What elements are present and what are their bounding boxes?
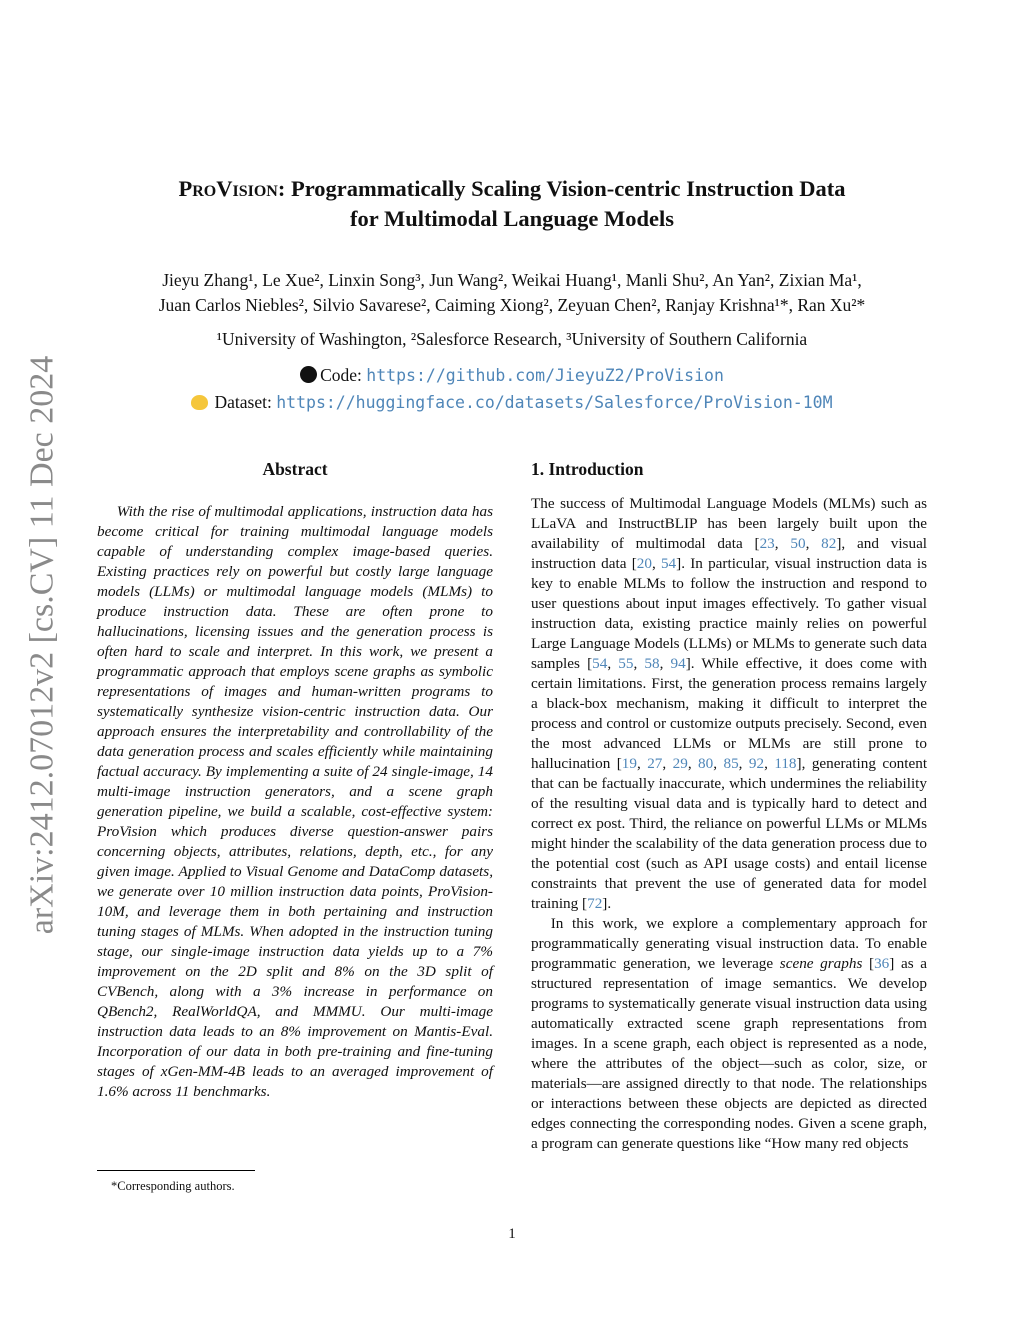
author-list — [60, 268, 964, 318]
citation-link[interactable]: 36 — [874, 955, 890, 972]
arxiv-stamp: arXiv:2412.07012v2 [cs.CV] 11 Dec 2024 — [23, 355, 60, 935]
page-number: 1 — [508, 1226, 516, 1242]
intro-paragraph-2: In this work, we explore a complementary approach for programmatically generating visual instruction data. To enable programmatic generation, we leverage scene graphs [36] as a structured representation of image semantics. We develop programs to systematically generate visual instruction data using automatically extracted scene graph representations from images. In a scene graph, each object is represented as a node, where the attributes of the object—such as color, size, or materials—are assigned directly to that node. The relationships or interactions between these objects are depicted as directed edges connecting the corresponding nodes. Given a scene graph, a program can generate questions like “How many red objects — [531, 915, 928, 1152]
citation-link[interactable]: 92 — [748, 755, 765, 772]
citation-link[interactable]: 19 — [621, 755, 637, 772]
title-line1-rest: : Programmatically Scaling Vision-centric Instruction Data — [277, 176, 846, 201]
huggingface-icon — [191, 395, 208, 410]
authors-line-1: Jieyu Zhang¹, Le Xue², Linxin Song³, Jun Wang², Weikai Huang¹, Manli Shu², An Yan², Zixian Ma¹, — [162, 270, 862, 290]
citation-link[interactable]: 72 — [587, 895, 603, 912]
citation-link[interactable]: 23 — [759, 535, 775, 552]
abstract-heading: Abstract — [262, 459, 328, 479]
code-label: Code: — [320, 365, 362, 385]
code-link-row — [0, 362, 1024, 389]
dataset-link-row — [0, 389, 1024, 416]
citation-link[interactable]: 82 — [821, 535, 837, 552]
emphasis-term: scene graphs — [779, 955, 863, 972]
dataset-label: Dataset: — [214, 392, 272, 412]
introduction-body — [531, 494, 927, 1154]
citation-link[interactable]: 50 — [790, 535, 806, 552]
citation-link[interactable]: 55 — [618, 655, 634, 672]
affiliations: ¹University of Washington, ²Salesforce Research, ³University of Southern California — [216, 329, 808, 349]
title-system-name: ProVision — [178, 176, 278, 201]
citation-link[interactable]: 29 — [672, 755, 688, 772]
citation-link[interactable]: 118 — [774, 755, 797, 772]
abstract-column — [97, 456, 493, 1102]
authors-line-2: Juan Carlos Niebles², Silvio Savarese², Caiming Xiong², Zeyuan Chen², Ranjay Krishna¹*, Ran Xu²* — [158, 295, 866, 315]
introduction-heading: 1. Introduction — [531, 459, 644, 479]
citation-link[interactable]: 54 — [660, 555, 677, 572]
citation-link[interactable]: 54 — [592, 655, 608, 672]
dataset-url-link[interactable]: https://huggingface.co/datasets/Salesforce/ProVision-10M — [276, 393, 833, 412]
citation-link[interactable]: 94 — [670, 655, 686, 672]
github-icon — [300, 366, 317, 383]
intro-paragraph-1: The success of Multimodal Language Models (MLMs) such as LLaVA and InstructBLIP has been largely built upon the availability of multimodal data [23, 50, 82], and visual instruction data [20, 54]. In particular, visual instruction data is key to enable MLMs to follow the instruction and respond to user questions about input images effectively. To gather visual instruction data, existing practice mainly relies on powerful Large Language Models (LLMs) or MLMs to generate such data samples [54, 55, 58, 94]. While effective, it does come with certain limitations. First, the generation process remains largely a black-box mechanism, making it difficult to interpret the process and control or customize outputs precisely. Second, even the most advanced LLMs or MLMs are still prone to hallucination [19, 27, 29, 80, 85, 92, 118], generating content that can be factually inaccurate, which undermines the reliability of the resulting visual data and is typically hard to detect and correct ex post. Third, the reliance on powerful LLMs or MLMs might hinder the scalability of the data generation process due to the potential cost (such as API usage costs) and entail license constraints that prevent the use of generated data for model training [72]. — [531, 495, 928, 912]
citation-link[interactable]: 20 — [636, 555, 652, 572]
footnote-rule — [97, 1170, 255, 1171]
citation-link[interactable]: 80 — [698, 755, 714, 772]
resource-links — [0, 362, 1024, 416]
paper-title — [0, 174, 1024, 234]
citation-link[interactable]: 27 — [647, 755, 663, 772]
introduction-column — [531, 456, 927, 1154]
footnote: *Corresponding authors. — [111, 1179, 235, 1193]
abstract-text: With the rise of multimodal applications, instruction data has become critical for training multimodal language models capable of understanding complex image-based queries. Existing practices rely on powerful but costly large language models (LLMs) or multimodal language models (MLMs) to produce instruction data. These are often prone to hallucinations, licensing issues and the generation process is often hard to scale and interpret. In this work, we present a programmatic approach that employs scene graphs as symbolic representations of images and human-written programs to systematically synthesize vision-centric instruction data. Our approach ensures the interpretability and controllability of the data generation process and scales efficiently while maintaining factual accuracy. By implementing a suite of 24 single-image, 14 multi-image instruction generators, and a scene graph generation pipeline, we build a scalable, cost-effective system: ProVision which produces diverse question-answer pairs concerning objects, attributes, relations, depth, etc., for any given image. Applied to Visual Genome and DataComp datasets, we generate over 10 million instruction data points, ProVision-10M, and leverage them in both pertaining and instruction tuning stages of MLMs. When adopted in the instruction tuning stage, our single-image instruction data yields up to a 7% improvement on the 2D split and 8% on the 3D split of CVBench, along with a 3% increase in performance on QBench2, RealWorldQA, and MMMU. Our multi-image instruction data leads to an 8% improvement on Mantis-Eval. Incorporation of our data in both pre-training and fine-tuning stages of xGen-MM-4B leads to an averaged improvement of 1.6% across 11 benchmarks. — [97, 503, 493, 1100]
title-line2: for Multimodal Language Models — [350, 206, 674, 231]
citation-link[interactable]: 58 — [644, 655, 660, 672]
citation-link[interactable]: 85 — [723, 755, 739, 772]
code-url-link[interactable]: https://github.com/JieyuZ2/ProVision — [366, 366, 724, 385]
